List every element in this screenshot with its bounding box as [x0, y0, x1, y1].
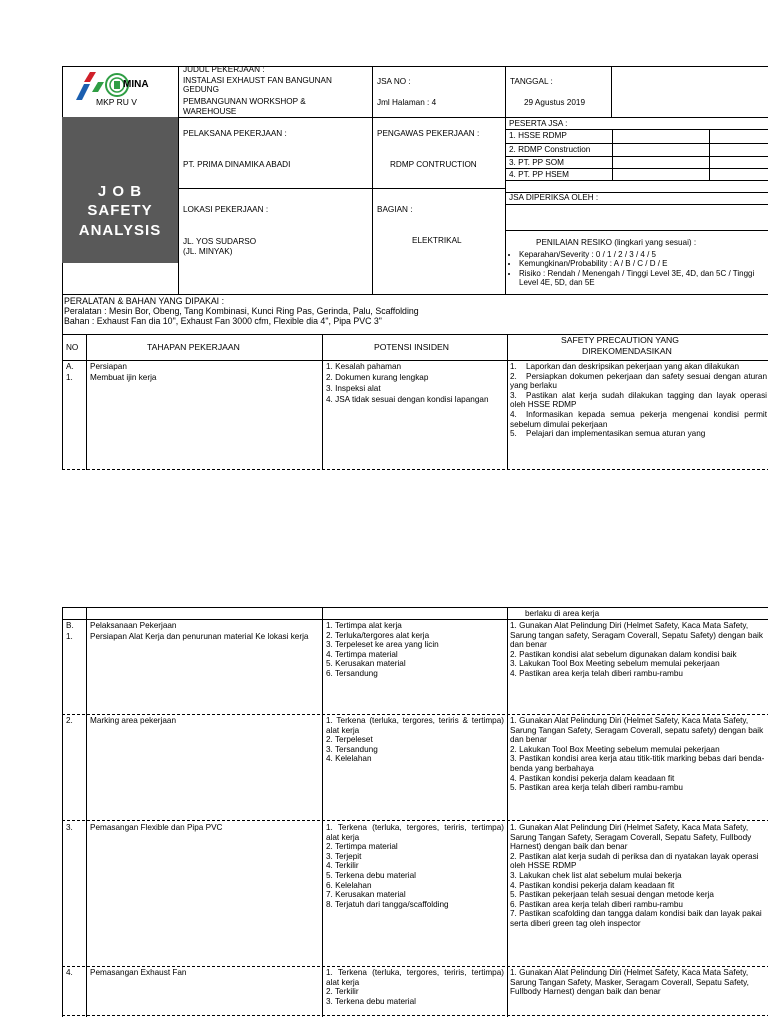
potensi-list	[326, 968, 504, 1006]
diperiksa-label: JSA DIPERIKSA OLEH :	[509, 193, 599, 202]
safety-item: 2. Pastikan alat kerja sudah di periksa dan di nyatakan layak operasi oleh HSSE RDMP	[510, 851, 759, 871]
row-no-b: B.	[66, 621, 74, 630]
tanggal-value: 29 Agustus 2019	[524, 98, 586, 107]
potensi-list	[326, 716, 504, 764]
tahap-b: Pelaksanaan Pekerjaan	[90, 621, 177, 630]
peralatan-line: Peralatan : Mesin Bor, Obeng, Tang Kombinasi, Kunci Ring Pas, Gerinda, Palu, Scaffolding	[64, 306, 419, 316]
judul-line-4: WAREHOUSE	[183, 107, 237, 116]
safety-item: 1. Gunakan Alat Pelindung Diri (Helmet Safety, Kaca Mata Safety, Sarung Tangan Safety, Seragam Coverall, sepatu safety) dengan baik dan benar	[510, 716, 764, 745]
potensi-item: 3. Terkena debu material	[326, 996, 416, 1006]
potensi-item: 8. Terjatuh dari tangga/scaffolding	[326, 899, 449, 909]
penilaian-item: • Risiko : Rendah / Menengah / Tinggi Level 3E, 4D, dan 5C / Tinggi Level 4E, 5D, dan 5E	[519, 269, 766, 288]
tahap-row: Pemasangan Flexible dan Pipa PVC	[90, 823, 223, 832]
safety-num: 1.	[510, 362, 517, 371]
safety-num: 5.	[510, 429, 517, 439]
jml-halaman: Jml Halaman : 4	[377, 98, 437, 107]
col-no-header: NO	[66, 343, 79, 352]
pelaksana-label: PELAKSANA PEKERJAAN :	[183, 129, 287, 138]
potensi-item: 4. Kelelahan	[326, 754, 372, 764]
safety-text: Laporkan dan deskripsikan pekerjaan yang akan dilakukan	[526, 362, 740, 371]
pengawas-label: PENGAWAS PEKERJAAN :	[377, 129, 480, 138]
potensi-item: 4. Terkilir	[326, 861, 359, 871]
potensi-item: 3. Inspeksi alat	[326, 384, 381, 393]
potensi-item: 4. JSA tidak sesuai dengan kondisi lapangan	[326, 395, 489, 404]
potensi-item: 1. Terkena (terluka, tergores, teriris & tertimpa) alat kerja	[326, 716, 504, 735]
potensi-item: 2. Dokumen kurang lengkap	[326, 373, 429, 382]
jsa-title-line-1: J O B	[97, 183, 143, 200]
col-safety-header-1: SAFETY PRECAUTION YANG	[561, 335, 679, 345]
peserta-label: PESERTA JSA :	[509, 119, 568, 128]
safety-item: 2. Lakukan Tool Box Meeting sebelum memulai pekerjaan	[510, 744, 720, 754]
jsa-no-label: JSA NO :	[377, 77, 411, 86]
row-no: 4.	[66, 968, 73, 977]
safety-item: 4. Pastikan kondisi pekerja dalam keadaan fit	[510, 773, 675, 783]
potensi-list	[326, 823, 504, 909]
logo-subtitle: MKP RU V	[96, 97, 137, 107]
potensi-item: 1. Terkena (terluka, tergores, teriris, tertimpa) alat kerja	[326, 823, 504, 842]
potensi-item: 1. Tertimpa alat kerja	[326, 621, 402, 630]
safety-carry-over: berlaku di area kerja	[525, 609, 600, 618]
safety-item: 3. Lakukan Tool Box Meeting sebelum memulai pekerjaan	[510, 659, 720, 669]
row-no: 2.	[66, 716, 73, 725]
safety-text: Pelajari dan implementasikan semua aturan yang	[526, 429, 706, 439]
safety-list	[510, 823, 766, 929]
safety-list-page1	[510, 362, 767, 439]
potensi-item: 3. Terjepit	[326, 851, 362, 861]
jsa-title-block	[62, 117, 178, 263]
safety-item: 5. Pastikan area kerja telah diberi rambu-rambu	[510, 783, 683, 793]
tahap-row: Persiapan Alat Kerja dan penurunan material Ke lokasi kerja	[90, 632, 309, 641]
safety-item: 4. Pastikan kondisi pekerja dalam keadaan fit	[510, 880, 675, 890]
judul-line-3: PEMBANGUNAN WORKSHOP &	[183, 97, 306, 106]
safety-text: Informasikan kepada semua pekerja mengenai kondisi permit sebelum dimulai pekerjaan	[510, 409, 767, 429]
potensi-item: 3. Terpeleset ke area yang licin	[326, 640, 439, 650]
pelaksana-value: PT. PRIMA DINAMIKA ABADI	[183, 160, 291, 169]
peserta-2: 2. RDMP Construction	[509, 145, 591, 154]
penilaian-title: PENILAIAN RESIKO (lingkari yang sesuai) :	[536, 238, 697, 247]
potensi-item: 4. Tertimpa material	[326, 649, 398, 659]
safety-item: 4. Pastikan area kerja telah diberi rambu-rambu	[510, 668, 683, 678]
safety-list	[510, 968, 766, 997]
safety-item: 7. Pastikan scafolding dan tangga dalam kondisi baik dan layak pakai serta diberi green tag oleh inspector	[510, 909, 762, 928]
pertamina-logo	[72, 70, 172, 116]
safety-item: 1. Gunakan Alat Pelindung Diri (Helmet Safety, Kaca Mata Safety, Sarung Tangan Safety, Masker, Seragam Coverall, Sepatu Safety, Fullbody Harnest) dengan baik dan benar	[510, 968, 749, 997]
logo-text: MINA	[123, 79, 149, 90]
tahap-row: Marking area pekerjaan	[90, 716, 177, 725]
col-safety-header-2: DIREKOMENDASIKAN	[582, 346, 672, 356]
tahap-row: Pemasangan Exhaust Fan	[90, 968, 187, 977]
safety-list	[510, 621, 766, 679]
jsa-title-line-3: ANALYSIS	[78, 222, 162, 239]
safety-item: 5. Pastikan pekerjaan telah sesuai dengan metode kerja	[510, 890, 714, 900]
col-potensi-header: POTENSI INSIDEN	[374, 342, 449, 352]
peralatan-title: PERALATAN & BAHAN YANG DIPAKAI :	[64, 296, 225, 306]
potensi-list	[326, 621, 504, 679]
jsa-title-line-2: SAFETY	[87, 202, 153, 219]
lokasi-line-2: (JL. MINYAK)	[183, 247, 233, 256]
potensi-item: 5. Kerusakan material	[326, 659, 406, 669]
peserta-3: 3. PT. PP SOM	[509, 158, 564, 167]
lokasi-label: LOKASI PEKERJAAN :	[183, 205, 269, 214]
tahap-1: Membuat ijin kerja	[90, 373, 157, 382]
safety-item: 6. Pastikan area kerja telah diberi rambu-rambu	[510, 899, 683, 909]
bagian-value: ELEKTRIKAL	[412, 236, 462, 245]
potensi-item: 6. Kelelahan	[326, 880, 372, 890]
tahap-a: Persiapan	[90, 362, 127, 371]
pengawas-value: RDMP CONTRUCTION	[390, 160, 477, 169]
safety-num: 3.	[510, 390, 517, 400]
row-no: 1.	[66, 632, 73, 641]
safety-list	[510, 716, 766, 793]
safety-text: Persiapkan dokumen pekerjaan dan safety sesuai dengan aturan yang berlaku	[510, 371, 767, 391]
safety-item: 3. Pastikan kondisi area kerja atau titik-titik marking bebas dari benda-benda yang berbahaya	[510, 754, 765, 773]
safety-num: 2.	[510, 371, 517, 381]
safety-item: 3. Lakukan chek list alat sebelum mulai bekerja	[510, 870, 682, 880]
potensi-item: 1. Terkena (terluka, tergores, teriris, tertimpa) alat kerja	[326, 968, 504, 987]
safety-item: 2. Pastikan kondisi alat sebelum digunakan dalam kondisi baik	[510, 649, 737, 659]
potensi-item: 2. Terluka/tergores alat kerja	[326, 630, 430, 640]
judul-line-1: INSTALASI EXHAUST FAN BANGUNAN	[183, 76, 332, 85]
penilaian-item: • Kemungkinan/Probability : A / B / C / D / E	[519, 259, 766, 268]
potensi-item: 6. Tersandung	[326, 668, 378, 678]
safety-item: 1. Gunakan Alat Pelindung Diri (Helmet Safety, Kaca Mata Safety, Sarung tangan safety, Seragam Coverall, Sepatu Safety) dengan baik dan benar	[510, 621, 763, 650]
lokasi-line-1: JL. YOS SUDARSO	[183, 237, 257, 246]
judul-line-2: GEDUNG	[183, 85, 219, 94]
tanggal-label: TANGGAL :	[510, 77, 553, 86]
potensi-item: 1. Kesalah pahaman	[326, 362, 402, 371]
potensi-item: 2. Terpeleset	[326, 735, 373, 745]
col-tahapan-header: TAHAPAN PEKERJAAN	[147, 342, 240, 352]
potensi-item: 7. Kerusakan material	[326, 890, 406, 900]
judul-label: JUDUL PEKERJAAN :	[183, 65, 265, 74]
peserta-4: 4. PT. PP HSEM	[509, 170, 569, 179]
potensi-item: 3. Tersandung	[326, 744, 378, 754]
potensi-item: 5. Terkena debu material	[326, 870, 416, 880]
penilaian-item: • Keparahan/Severity : 0 / 1 / 2 / 3 / 4 / 5	[519, 250, 766, 259]
row-no-a: A.	[66, 362, 74, 371]
safety-num: 4.	[510, 409, 517, 419]
bahan-line: Bahan : Exhaust Fan dia 10", Exhaust Fan 3000 cfm, Flexible dia 4", Pipa PVC 3"	[64, 316, 382, 326]
penilaian-list	[510, 250, 766, 288]
bagian-label: BAGIAN :	[377, 205, 413, 214]
peserta-1: 1. HSSE RDMP	[509, 131, 567, 140]
row-no: 3.	[66, 823, 73, 832]
safety-text: Pastikan alat kerja sudah dilakukan tagging dan layak operasi oleh HSSE RDMP	[510, 390, 767, 410]
potensi-item: 2. Terkilir	[326, 987, 359, 997]
row-no-1: 1.	[66, 373, 73, 382]
safety-item: 1. Gunakan Alat Pelindung Diri (Helmet Safety, Kaca Mata Safety, Sarung Tangan Safety, Seragam Coverall, Sepatu Safety, Fullbody Harnest) dengan baik dan benar	[510, 823, 752, 852]
potensi-item: 2. Tertimpa material	[326, 842, 398, 852]
